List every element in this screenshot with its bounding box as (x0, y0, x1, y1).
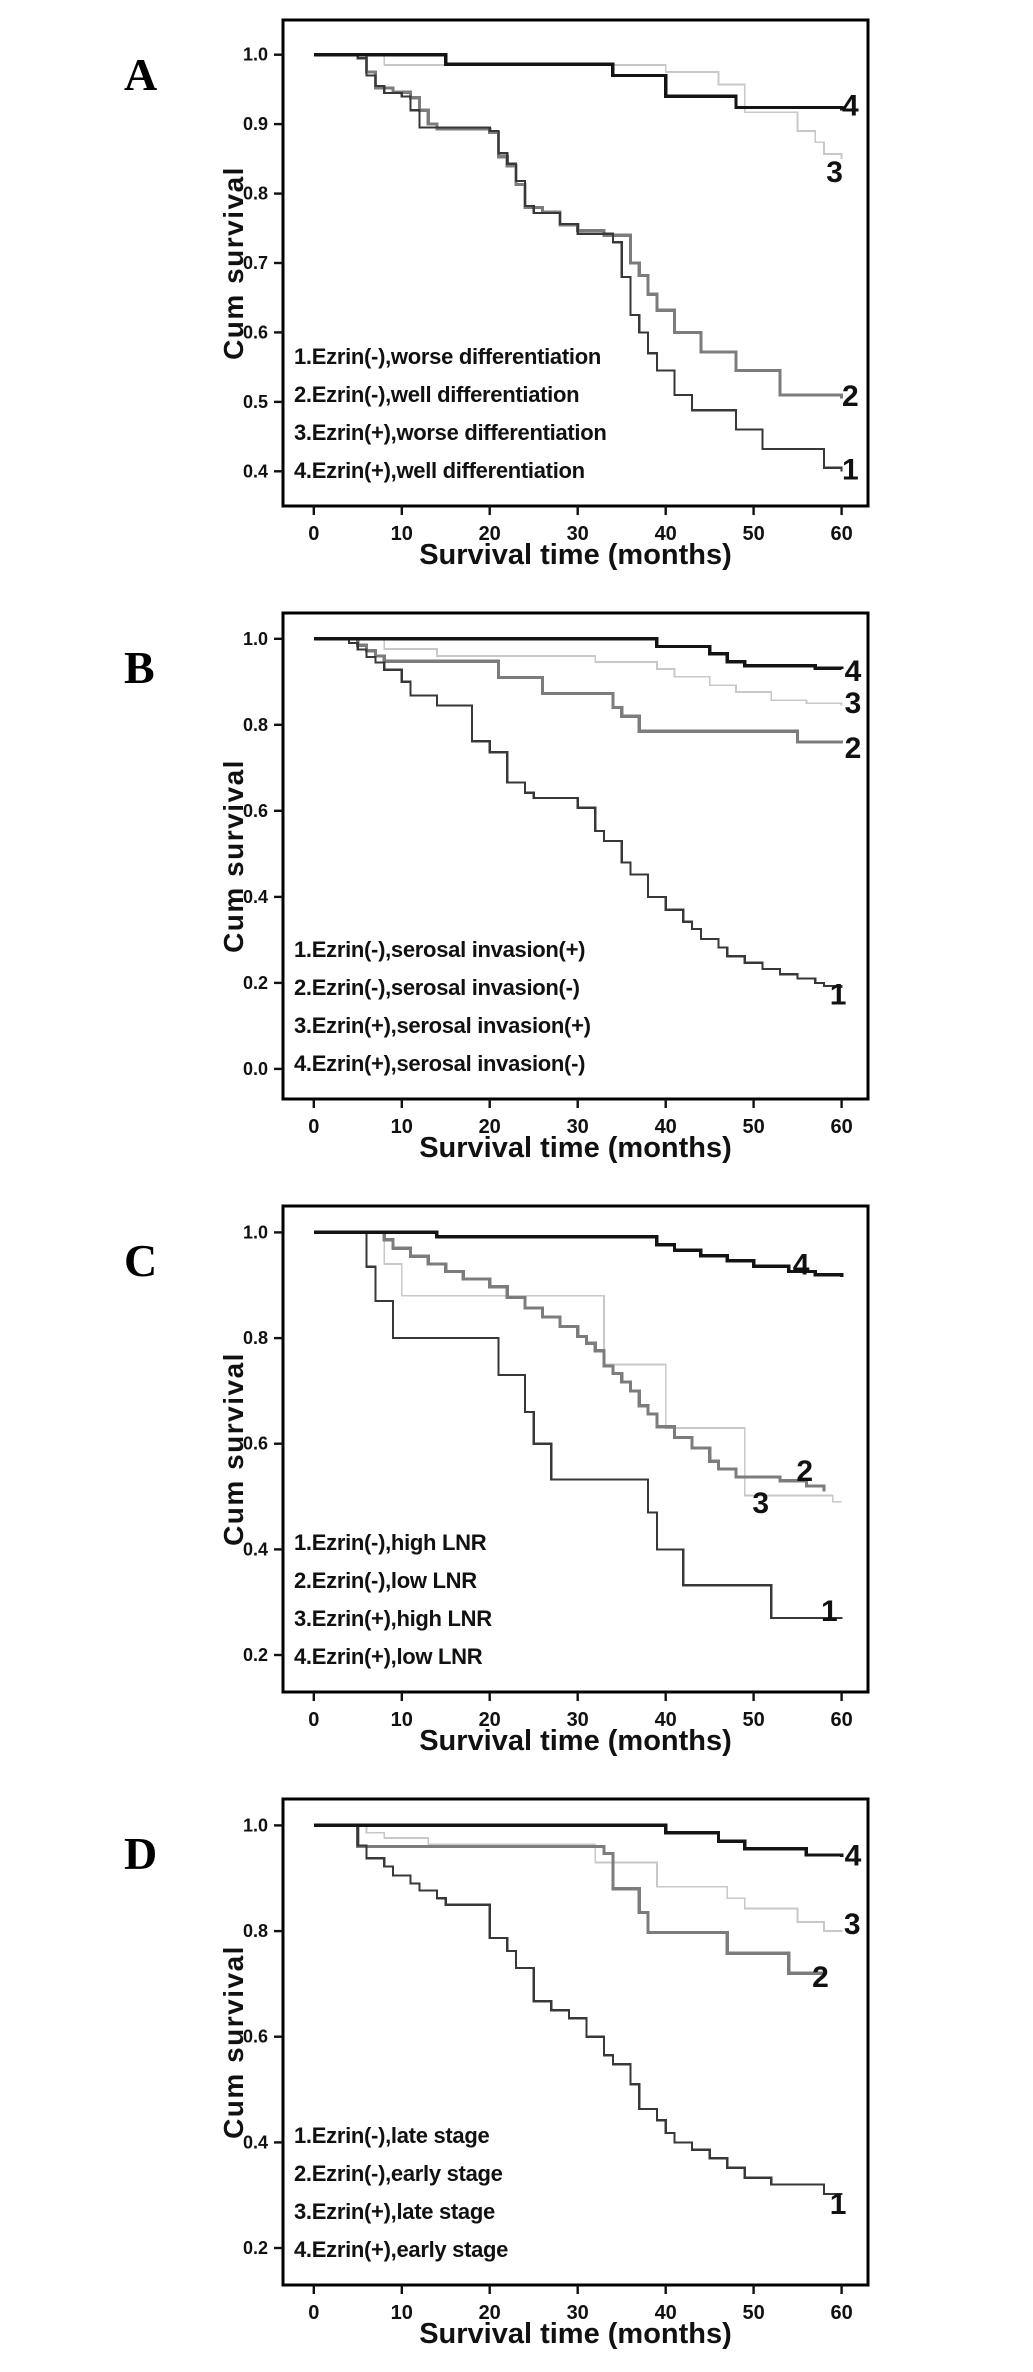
x-tick-label: 50 (742, 1709, 765, 1731)
x-tick-label: 30 (566, 523, 589, 545)
panel-C (0, 1186, 1033, 1779)
panel-B-curve-label-2: 2 (844, 732, 862, 765)
x-tick-label: 20 (478, 2302, 501, 2324)
x-tick-label: 30 (566, 1709, 589, 1731)
x-tick-label: 60 (830, 2302, 853, 2324)
x-tick-label: 10 (390, 2302, 413, 2324)
x-axis-title: Survival time (months) (419, 2318, 732, 2350)
y-axis-title: Cum survival (218, 759, 249, 953)
y-tick-label: 0.8 (242, 1921, 268, 1942)
x-tick-label: 40 (654, 2302, 677, 2324)
y-tick-label: 0.8 (242, 714, 268, 735)
y-tick-label: 0.4 (242, 886, 268, 907)
x-tick-label: 50 (742, 2302, 765, 2324)
x-tick-label: 10 (390, 523, 413, 545)
x-tick-label: 0 (308, 1709, 320, 1731)
y-tick-label: 1.0 (242, 1222, 268, 1243)
panel-A-legend-line-1: 1.Ezrin(-),worse differentiation (294, 344, 601, 369)
panel-A-curve-label-1: 1 (842, 453, 859, 487)
panel-A-curve-label-2: 2 (842, 379, 859, 413)
panel-D-curve-label-3: 3 (843, 1908, 861, 1942)
panel-C-legend-line-4: 4.Ezrin(+),low LNR (294, 1644, 483, 1669)
panel-B-curve-label-4: 4 (844, 655, 862, 688)
y-tick-label: 0.2 (242, 1645, 268, 1665)
x-tick-label: 0 (308, 1116, 320, 1138)
panel-C-curve-2 (314, 1232, 824, 1491)
panel-A-curve-label-3: 3 (826, 156, 843, 190)
panel-D (0, 1779, 1033, 2372)
y-axis-title: Cum survival (218, 166, 249, 360)
panel-A-chart (0, 0, 1033, 593)
x-tick-label: 30 (566, 2302, 589, 2324)
panel-B-legend-line-1: 1.Ezrin(-),serosal invasion(+) (294, 937, 586, 962)
y-tick-label: 0.0 (242, 1058, 268, 1079)
x-tick-label: 10 (390, 1709, 413, 1731)
x-tick-label: 40 (654, 1709, 677, 1731)
x-axis-title: Survival time (months) (419, 1725, 732, 1757)
y-tick-label: 1.0 (242, 1815, 268, 1836)
y-tick-label: 0.8 (242, 183, 268, 204)
panel-letter-C: C (124, 1235, 158, 1286)
x-tick-label: 60 (830, 523, 853, 545)
panel-C-legend-line-1: 1.Ezrin(-),high LNR (294, 1530, 487, 1555)
y-tick-label: 0.6 (242, 2026, 268, 2047)
panel-D-legend-line-2: 2.Ezrin(-),early stage (294, 2161, 503, 2186)
panel-C-chart (0, 1186, 1033, 1779)
panel-C-curve-3 (314, 1232, 842, 1501)
x-tick-label: 60 (830, 1116, 853, 1138)
panel-D-legend-line-4: 4.Ezrin(+),early stage (294, 2237, 509, 2262)
y-tick-label: 1.0 (242, 44, 268, 65)
panel-D-curve-4 (314, 1825, 842, 1857)
x-tick-label: 0 (308, 523, 320, 545)
panel-B-curve-2 (314, 639, 842, 744)
panel-B-curve-3 (314, 639, 842, 706)
panel-B-legend-line-2: 2.Ezrin(-),serosal invasion(-) (294, 975, 580, 1000)
panel-B (0, 593, 1033, 1186)
panel-D-curve-label-2: 2 (812, 1961, 829, 1995)
panel-B-legend-line-4: 4.Ezrin(+),serosal invasion(-) (294, 1051, 586, 1076)
y-tick-label: 0.4 (242, 2132, 268, 2153)
panel-A-curve-label-4: 4 (842, 89, 859, 123)
y-tick-label: 0.7 (242, 253, 268, 273)
x-tick-label: 50 (742, 1116, 765, 1138)
panel-B-curve-1 (314, 639, 842, 988)
panel-C-legend-line-3: 3.Ezrin(+),high LNR (294, 1606, 492, 1631)
panel-letter-A: A (124, 49, 158, 100)
panel-C-legend-line-2: 2.Ezrin(-),low LNR (294, 1568, 477, 1593)
y-tick-label: 0.6 (242, 800, 268, 821)
x-tick-label: 50 (742, 523, 765, 545)
panel-A-curve-4 (314, 55, 842, 111)
panel-letter-D: D (124, 1828, 158, 1879)
y-tick-label: 0.8 (242, 1328, 268, 1349)
panel-C-curve-1 (314, 1232, 842, 1619)
y-tick-label: 0.2 (242, 2238, 268, 2258)
panel-D-legend-line-3: 3.Ezrin(+),late stage (294, 2199, 495, 2224)
x-tick-label: 20 (478, 1116, 501, 1138)
y-tick-label: 0.9 (242, 114, 268, 135)
panel-D-curve-label-4: 4 (844, 1839, 862, 1873)
panel-D-curve-label-1: 1 (829, 2188, 847, 2222)
x-axis-title: Survival time (months) (419, 1132, 732, 1164)
panel-B-curve-4 (314, 639, 842, 669)
x-axis-title: Survival time (months) (419, 539, 732, 571)
x-tick-label: 20 (478, 1709, 501, 1731)
panel-D-legend-line-1: 1.Ezrin(-),late stage (294, 2123, 490, 2148)
x-tick-label: 30 (566, 1116, 589, 1138)
y-tick-label: 1.0 (242, 628, 268, 649)
panel-B-legend-line-3: 3.Ezrin(+),serosal invasion(+) (294, 1013, 591, 1038)
y-tick-label: 0.5 (242, 391, 268, 412)
x-tick-label: 40 (654, 1116, 677, 1138)
panel-A-legend-line-2: 2.Ezrin(-),well differentiation (294, 382, 580, 407)
panel-C-curve-label-2: 2 (796, 1455, 814, 1489)
panel-C-curve-label-1: 1 (820, 1595, 838, 1629)
panel-C-curve-label-3: 3 (752, 1486, 770, 1520)
panel-A-legend-line-4: 4.Ezrin(+),well differentiation (294, 458, 585, 483)
panel-B-curve-label-1: 1 (829, 978, 847, 1012)
panel-D-chart (0, 1779, 1033, 2372)
x-tick-label: 10 (390, 1116, 413, 1138)
panel-D-curve-3 (314, 1825, 842, 1932)
x-tick-label: 20 (478, 523, 501, 545)
x-tick-label: 0 (308, 2302, 320, 2324)
panel-B-chart (0, 593, 1033, 1186)
panel-A-curve-1 (314, 55, 842, 472)
panel-C-curve-label-4: 4 (792, 1248, 810, 1282)
x-tick-label: 60 (830, 1709, 853, 1731)
y-tick-label: 0.6 (242, 322, 268, 343)
panel-B-curve-label-3: 3 (844, 686, 862, 720)
y-axis-title: Cum survival (218, 1352, 249, 1546)
y-tick-label: 0.6 (242, 1433, 268, 1454)
panel-letter-B: B (124, 642, 155, 693)
y-axis-title: Cum survival (218, 1945, 249, 2139)
x-tick-label: 40 (654, 523, 677, 545)
y-tick-label: 0.4 (242, 1539, 268, 1560)
panel-A-legend-line-3: 3.Ezrin(+),worse differentiation (294, 420, 607, 445)
y-tick-label: 0.4 (242, 461, 268, 482)
y-tick-label: 0.2 (242, 972, 268, 993)
panel-A (0, 0, 1033, 593)
